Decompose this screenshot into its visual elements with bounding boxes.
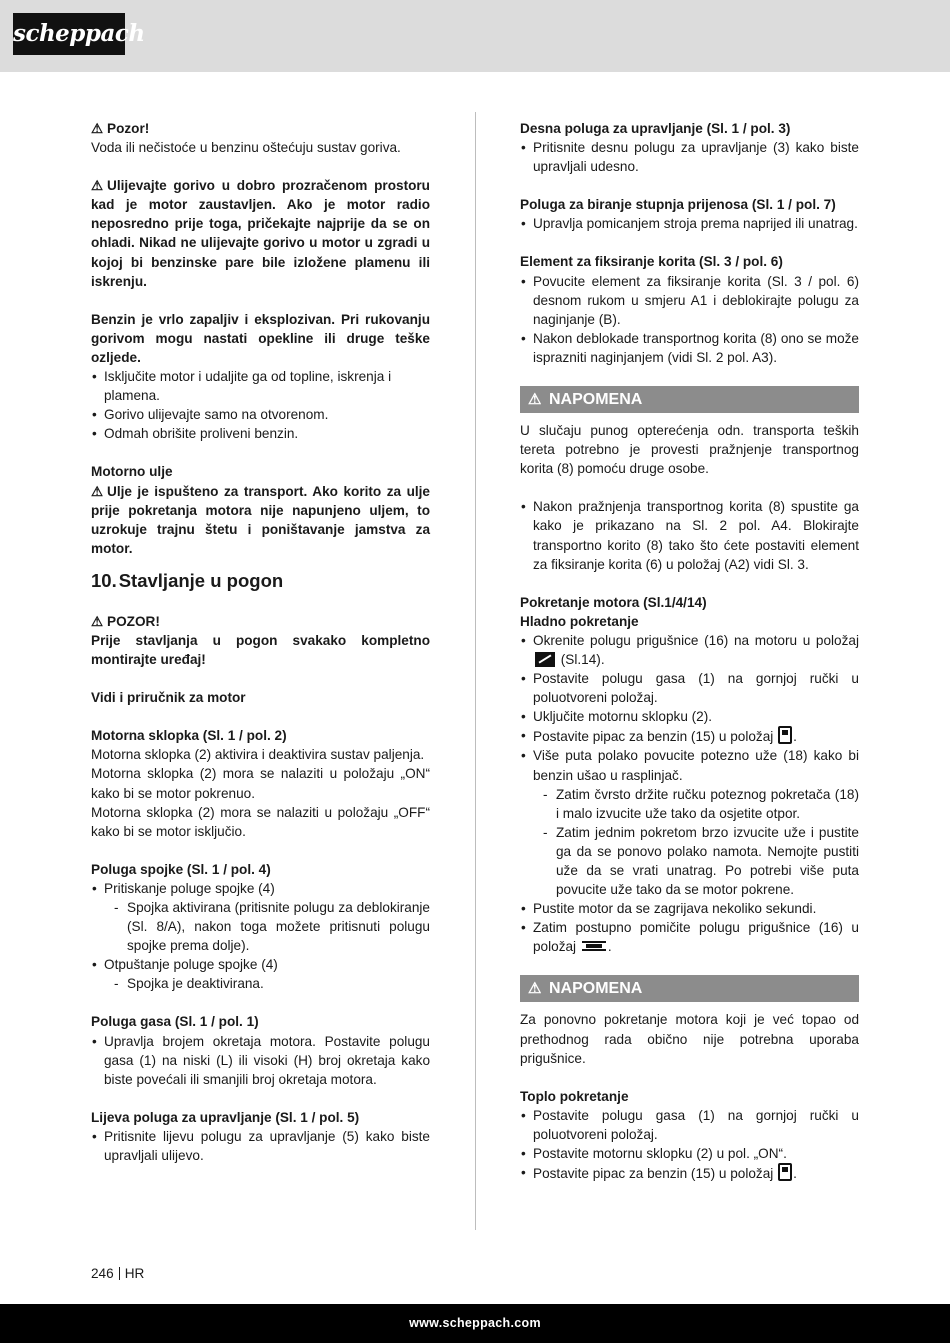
list-item: • Pritiskanje poluge spojke (4) <box>91 879 430 898</box>
benzin-list <box>91 367 430 443</box>
cold-start-list <box>520 631 859 957</box>
list-item: • Postavite pipac za benzin (15) u položaj . <box>520 726 859 746</box>
list-item: • Upravlja brojem okretaja motora. Postavite polugu gasa (1) na niski (L) ili visoki (H) broj okretaja kako biste povećali ili smanjili broj okretaja motora. <box>91 1032 430 1089</box>
note-text: Za ponovno pokretanje motora koji je već topao od prethodnog rada obično nije potrebna uporaba prigušnice. <box>520 1012 859 1066</box>
list-item: • Postavite polugu gasa (1) na gornjoj ručki u poluotvoreni položaj. <box>520 669 859 707</box>
sub-list-item: - Zatim jednim pokretom brzo izvucite uže i pustite ga da se ponovo polako namota. Nemojte pustiti uže da se vrati unatrag. Po potrebi više puta povucite uže tako da se motor pokrene. <box>520 823 859 899</box>
note-box: ⚠ NAPOMENA <box>520 386 859 413</box>
warning-triangle-icon: ⚠ <box>528 391 542 409</box>
clutch-list <box>91 879 430 994</box>
note-box: ⚠ NAPOMENA <box>520 975 859 1002</box>
warning-triangle-icon: ⚠ <box>528 980 542 998</box>
throttle-title: Poluga gasa (Sl. 1 / pol. 1) <box>91 1014 259 1030</box>
note-text: U slučaju punog opterećenja odn. transporta teških tereta potrebno je provesti pražnjenje transportnog korita (8) pomoću druge osobe. <box>520 423 859 477</box>
switch-text: Motorna sklopka (2) mora se nalaziti u položaju „OFF“ kako bi se motor isključio. <box>91 804 430 839</box>
sub-list-item: - Spojka je deaktivirana. <box>91 974 430 993</box>
website-link[interactable]: www.scheppach.com <box>409 1316 541 1330</box>
switch-text: Motorna sklopka (2) mora se nalaziti u položaju „ON“ kako bi se motor pokrenuo. <box>91 766 430 801</box>
fix-list <box>520 272 859 367</box>
list-item: • Okrenite polugu prigušnice (16) na motoru u položaj (Sl.14). <box>520 631 859 669</box>
list-item: • Pustite motor da se zagrijava nekoliko sekundi. <box>520 899 859 918</box>
right-lever-list <box>520 138 859 176</box>
warning-triangle-icon: ⚠ <box>91 613 104 629</box>
warning-triangle-icon: ⚠ <box>91 483 104 499</box>
list-item: • Otpuštanje poluge spojke (4) <box>91 955 430 974</box>
oil-warning: ⚠ Ulje je ispušteno za transport. Ako korito za ulje prije pokretanja motora nije napunjeno uljem, to uzrokuje trajnu štetu i poništavanje jamstva za motor. <box>91 483 430 556</box>
list-item: • Pritisnite desnu polugu za upravljanje (3) kako biste upravljali udesno. <box>520 138 859 176</box>
list-item: • Isključite motor i udaljite ga od topline, iskrenja i plamena. <box>91 367 430 405</box>
note-list <box>520 497 859 573</box>
list-item: • Upravlja pomicanjem stroja prema naprijed ili unatrag. <box>520 214 859 233</box>
fuel-warning: ⚠ Ulijevajte gorivo u dobro prozračenom prostoru kad je motor zaustavljen. Ako je motor radio neposredno prije toga, pričekajte najprije da se on ohladi. Nikad ne ulijevajte gorivo u motor u zgradi u kojoj bi benzinske pare bile izložene plamenu ili iskrenju. <box>91 178 430 289</box>
fix-title: Element za fiksiranje korita (Sl. 3 / pol. 6) <box>520 254 783 270</box>
page-header <box>0 0 950 72</box>
benzin-warning: Benzin je vrlo zapaljiv i eksplozivan. Pri rukovanju gorivom mogu nastati opekline ili druge teške ozljede. <box>91 311 430 365</box>
list-item: • Nakon deblokade transportnog korita (8) ono se može isprazniti naginjanjem (vidi Sl. 2 pol. A3). <box>520 329 859 367</box>
sub-list-item: - Spojka aktivirana (pritisnite polugu za deblokiranje (Sl. 8/A), nakon toga možete pritisnuti polugu spojke prema dolje). <box>91 898 430 955</box>
warning-text: Voda ili nečistoće u benzinu oštećuju sustav goriva. <box>91 140 401 156</box>
list-item: • Pritisnite lijevu polugu za upravljanje (5) kako biste upravljali ulijevo. <box>91 1127 430 1165</box>
choke-closed-icon <box>535 652 555 667</box>
warning-triangle-icon: ⚠ <box>91 121 104 136</box>
start-title: Pokretanje motora (Sl.1/4/14) <box>520 594 707 610</box>
list-item: • Postavite polugu gasa (1) na gornjoj ručki u poluotvoreni položaj. <box>520 1106 859 1144</box>
left-column <box>91 119 430 1165</box>
gear-title: Poluga za biranje stupnja prijenosa (Sl. 1 / pol. 7) <box>520 197 836 213</box>
warm-start-list <box>520 1106 859 1183</box>
right-lever-title: Desna poluga za upravljanje (Sl. 1 / pol. 3) <box>520 121 791 136</box>
switch-text: Motorna sklopka (2) aktivira i deaktivira sustav paljenja. <box>91 747 425 763</box>
list-item: • Više puta polako povucite potezno uže (18) kako bi benzin ušao u rasplinjač. <box>520 746 859 784</box>
switch-title: Motorna sklopka (Sl. 1 / pol. 2) <box>91 728 287 744</box>
list-item: • Uključite motornu sklopku (2). <box>520 707 859 726</box>
pozor-title: ⚠ POZOR! <box>91 612 430 631</box>
list-item: • Postavite motornu sklopku (2) u pol. „ON“. <box>520 1144 859 1163</box>
manual-reference: Vidi i priručnik za motor <box>91 690 246 706</box>
page-footer <box>0 1304 950 1343</box>
gear-list <box>520 214 859 233</box>
left-lever-title: Lijeva poluga za upravljanje (Sl. 1 / pol. 5) <box>91 1109 360 1125</box>
scheppach-logo: scheppach <box>13 13 125 55</box>
pozor-text: Prije stavljanja u pogon svakako kompletno montirajte uređaj! <box>91 632 430 668</box>
warning-title: ⚠ Pozor! <box>91 119 430 138</box>
page-number: 246 HR <box>91 1266 145 1281</box>
sub-list-item: - Zatim čvrsto držite ručku poteznog pokretača (18) i malo izvucite uže tako da osjetite otpor. <box>520 785 859 823</box>
oil-title: Motorno ulje <box>91 464 173 480</box>
warm-start-title: Toplo pokretanje <box>520 1088 629 1104</box>
choke-run-icon <box>582 939 606 953</box>
column-divider <box>475 112 476 1230</box>
page-separator <box>119 1267 120 1280</box>
throttle-list <box>91 1032 430 1089</box>
fuel-tap-open-icon <box>778 726 792 744</box>
section-heading: 10. Stavljanje u pogon <box>91 569 284 591</box>
fuel-tap-open-icon <box>778 1163 792 1181</box>
list-item: • Nakon pražnjenja transportnog korita (8) spustite ga kako je prikazano na Sl. 2 pol. A4. Blokirajte transportno korito (8) tako što ćete postaviti element za fiksiranje korita (6) u položaj (A2) vidi Sl. 3. <box>520 497 859 573</box>
left-lever-list <box>91 1127 430 1165</box>
list-item: • Zatim postupno pomičite polugu prigušnice (16) u položaj . <box>520 918 859 956</box>
right-column <box>520 119 859 1183</box>
clutch-title: Poluga spojke (Sl. 1 / pol. 4) <box>91 861 271 877</box>
list-item: • Postavite pipac za benzin (15) u položaj . <box>520 1163 859 1183</box>
list-item: • Povucite element za fiksiranje korita (Sl. 3 / pol. 6) desnom rukom u smjeru A1 i deblokirajte polugu za naginjanje (B). <box>520 272 859 329</box>
list-item: • Odmah obrišite proliveni benzin. <box>91 424 430 443</box>
cold-start-title: Hladno pokretanje <box>520 613 639 629</box>
warning-triangle-icon: ⚠ <box>91 178 104 194</box>
list-item: • Gorivo ulijevajte samo na otvorenom. <box>91 405 430 424</box>
